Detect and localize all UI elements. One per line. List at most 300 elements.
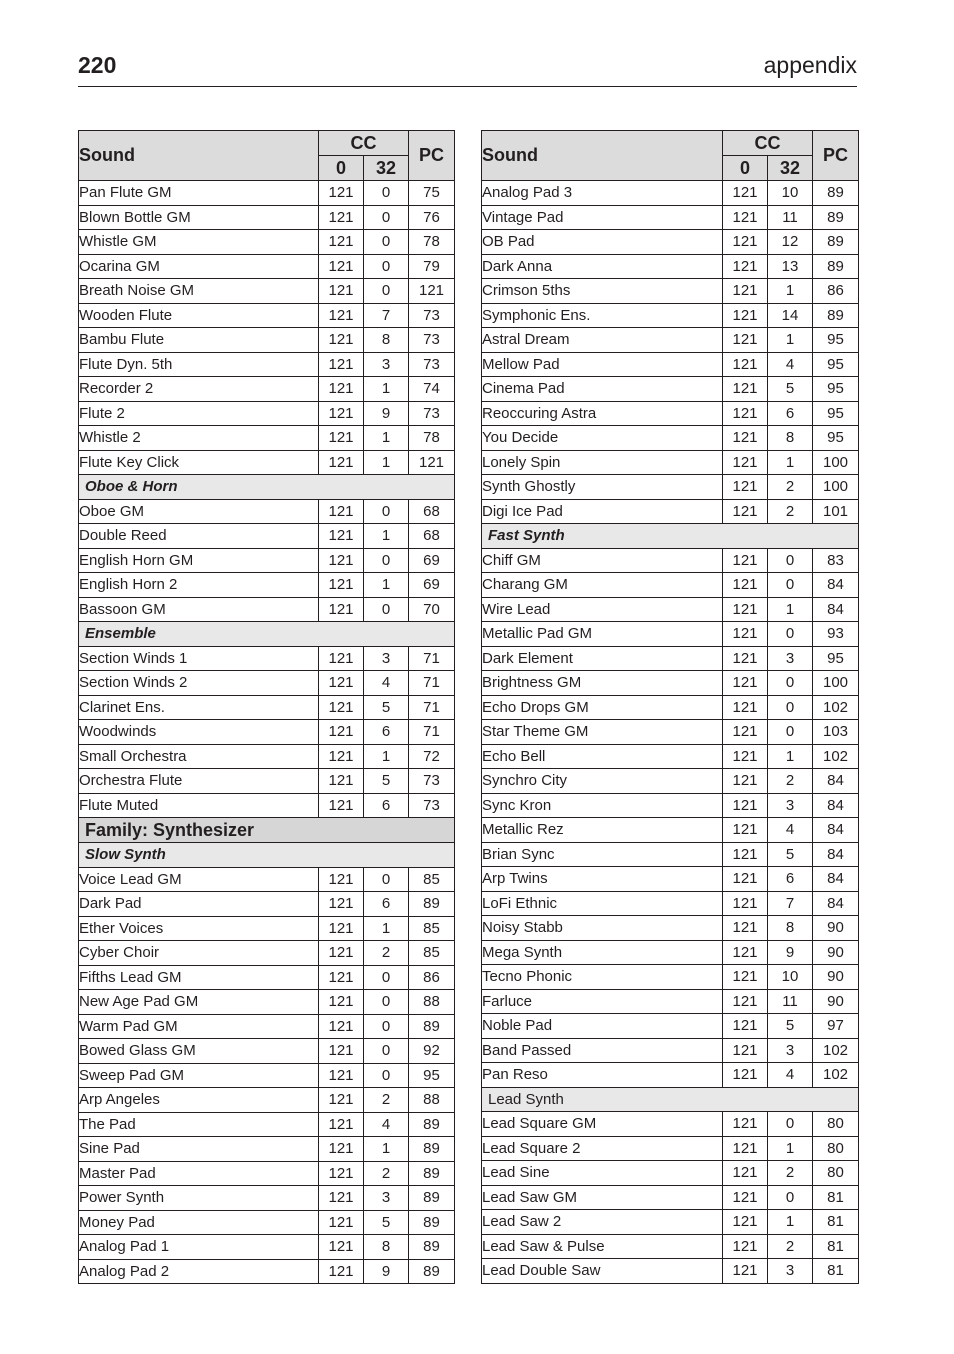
pc-cell: 90 xyxy=(813,989,859,1014)
cc0-cell: 121 xyxy=(723,671,768,696)
table-row xyxy=(79,769,455,794)
table-row xyxy=(482,377,859,402)
pc-cell: 101 xyxy=(813,499,859,524)
sound-name-cell: Flute Muted xyxy=(79,793,319,818)
cc32-cell: 4 xyxy=(768,352,813,377)
table-row xyxy=(482,573,859,598)
sound-name-cell: Synchro City xyxy=(482,769,723,794)
cc0-cell: 121 xyxy=(723,377,768,402)
sound-name-cell: Power Synth xyxy=(79,1186,319,1211)
page-number: 220 xyxy=(78,52,117,78)
table-row xyxy=(79,867,455,892)
cc32-cell: 6 xyxy=(768,867,813,892)
pc-cell: 85 xyxy=(409,916,455,941)
pc-cell: 71 xyxy=(409,671,455,696)
table-row xyxy=(482,328,859,353)
cc32-cell: 0 xyxy=(364,499,409,524)
cc0-cell: 121 xyxy=(723,1161,768,1186)
table-row xyxy=(482,181,859,206)
table-row xyxy=(79,401,455,426)
pc-cell: 81 xyxy=(813,1259,859,1284)
pc-cell: 84 xyxy=(813,867,859,892)
cc0-cell: 121 xyxy=(723,744,768,769)
table-header xyxy=(482,131,859,181)
cc0-cell: 121 xyxy=(723,1234,768,1259)
category-heading-row xyxy=(79,622,455,647)
cc0-cell: 121 xyxy=(319,573,364,598)
cc0-cell: 121 xyxy=(723,989,768,1014)
pc-cell: 89 xyxy=(409,1186,455,1211)
table-row xyxy=(482,597,859,622)
family-heading-row xyxy=(79,818,455,843)
cc32-cell: 11 xyxy=(768,205,813,230)
table-row xyxy=(79,1039,455,1064)
table-row xyxy=(482,769,859,794)
sound-name-cell: Dark Anna xyxy=(482,254,723,279)
cc0-cell: 121 xyxy=(723,695,768,720)
cc32-cell: 0 xyxy=(768,1185,813,1210)
cc32-cell: 3 xyxy=(768,793,813,818)
table-row xyxy=(79,426,455,451)
cc32-cell: 5 xyxy=(768,842,813,867)
category-heading: Ensemble xyxy=(79,622,455,647)
cc32-cell: 0 xyxy=(768,573,813,598)
pc-cell: 89 xyxy=(813,205,859,230)
table-row xyxy=(79,548,455,573)
cc32-cell: 3 xyxy=(364,646,409,671)
pc-cell: 84 xyxy=(813,818,859,843)
table-row xyxy=(482,426,859,451)
sound-name-cell: Section Winds 1 xyxy=(79,646,319,671)
cc0-cell: 121 xyxy=(723,475,768,500)
sound-name-cell: Star Theme GM xyxy=(482,720,723,745)
cc32-cell: 0 xyxy=(364,867,409,892)
cc32-cell: 2 xyxy=(768,475,813,500)
cc0-cell: 121 xyxy=(319,1088,364,1113)
cc32-cell: 5 xyxy=(364,769,409,794)
cc0-cell: 121 xyxy=(723,254,768,279)
sound-name-cell: Voice Lead GM xyxy=(79,867,319,892)
sound-name-cell: Dark Element xyxy=(482,646,723,671)
cc32-cell: 0 xyxy=(768,720,813,745)
table-row xyxy=(79,352,455,377)
cc0-cell: 121 xyxy=(319,450,364,475)
sound-name-cell: Master Pad xyxy=(79,1161,319,1186)
cc32-cell: 4 xyxy=(364,671,409,696)
table-row xyxy=(79,597,455,622)
cc32-cell: 0 xyxy=(768,695,813,720)
cc0-cell: 121 xyxy=(319,965,364,990)
table-row xyxy=(79,793,455,818)
cc0-cell: 121 xyxy=(723,426,768,451)
sound-name-cell: Cinema Pad xyxy=(482,377,723,402)
cc32-cell: 1 xyxy=(364,916,409,941)
sound-name-cell: LoFi Ethnic xyxy=(482,891,723,916)
table-row xyxy=(482,989,859,1014)
sound-name-cell: Symphonic Ens. xyxy=(482,303,723,328)
pc-cell: 102 xyxy=(813,744,859,769)
cc32-cell: 2 xyxy=(768,1161,813,1186)
table-row xyxy=(482,818,859,843)
pc-cell: 68 xyxy=(409,524,455,549)
sound-name-cell: Flute Dyn. 5th xyxy=(79,352,319,377)
column-header-cc32: 32 xyxy=(364,156,409,181)
table-row xyxy=(79,1014,455,1039)
sound-name-cell: Echo Bell xyxy=(482,744,723,769)
table-row xyxy=(79,573,455,598)
table-row xyxy=(482,401,859,426)
pc-cell: 71 xyxy=(409,695,455,720)
pc-cell: 73 xyxy=(409,769,455,794)
sound-name-cell: Noisy Stabb xyxy=(482,916,723,941)
cc0-cell: 121 xyxy=(319,695,364,720)
sound-name-cell: English Horn GM xyxy=(79,548,319,573)
cc0-cell: 121 xyxy=(723,1014,768,1039)
cc32-cell: 2 xyxy=(364,1161,409,1186)
cc32-cell: 0 xyxy=(364,990,409,1015)
table-row xyxy=(79,990,455,1015)
pc-cell: 85 xyxy=(409,867,455,892)
cc32-cell: 1 xyxy=(768,597,813,622)
pc-cell: 72 xyxy=(409,744,455,769)
cc32-cell: 0 xyxy=(364,597,409,622)
cc32-cell: 14 xyxy=(768,303,813,328)
pc-cell: 121 xyxy=(409,450,455,475)
sound-name-cell: Breath Noise GM xyxy=(79,279,319,304)
pc-cell: 71 xyxy=(409,720,455,745)
cc32-cell: 4 xyxy=(768,1063,813,1088)
table-row xyxy=(79,671,455,696)
pc-cell: 84 xyxy=(813,597,859,622)
table-row xyxy=(79,965,455,990)
sound-table-right xyxy=(481,130,859,1284)
cc32-cell: 0 xyxy=(768,671,813,696)
sound-name-cell: Cyber Choir xyxy=(79,941,319,966)
cc0-cell: 121 xyxy=(319,303,364,328)
table-row xyxy=(482,1038,859,1063)
table-row xyxy=(482,499,859,524)
cc0-cell: 121 xyxy=(723,842,768,867)
cc0-cell: 121 xyxy=(319,1259,364,1284)
cc0-cell: 121 xyxy=(723,769,768,794)
cc32-cell: 1 xyxy=(768,1136,813,1161)
cc32-cell: 1 xyxy=(768,744,813,769)
table-row xyxy=(482,695,859,720)
table-row xyxy=(79,450,455,475)
cc0-cell: 121 xyxy=(723,720,768,745)
sound-name-cell: Section Winds 2 xyxy=(79,671,319,696)
pc-cell: 71 xyxy=(409,646,455,671)
cc32-cell: 3 xyxy=(768,646,813,671)
table-row xyxy=(79,941,455,966)
cc32-cell: 0 xyxy=(768,548,813,573)
cc32-cell: 0 xyxy=(364,1039,409,1064)
sound-name-cell: Brian Sync xyxy=(482,842,723,867)
cc0-cell: 121 xyxy=(319,1063,364,1088)
cc32-cell: 1 xyxy=(768,328,813,353)
table-row xyxy=(482,450,859,475)
cc0-cell: 121 xyxy=(723,279,768,304)
sound-name-cell: Echo Drops GM xyxy=(482,695,723,720)
table-row xyxy=(79,1259,455,1284)
sound-name-cell: Crimson 5ths xyxy=(482,279,723,304)
pc-cell: 85 xyxy=(409,941,455,966)
cc32-cell: 2 xyxy=(768,499,813,524)
sound-name-cell: Digi Ice Pad xyxy=(482,499,723,524)
cc32-cell: 0 xyxy=(768,622,813,647)
cc32-cell: 0 xyxy=(364,1014,409,1039)
pc-cell: 81 xyxy=(813,1210,859,1235)
cc32-cell: 1 xyxy=(768,450,813,475)
cc32-cell: 2 xyxy=(364,941,409,966)
column-header-cc: CC xyxy=(723,131,813,156)
pc-cell: 88 xyxy=(409,990,455,1015)
cc32-cell: 11 xyxy=(768,989,813,1014)
sound-name-cell: Clarinet Ens. xyxy=(79,695,319,720)
sound-name-cell: Orchestra Flute xyxy=(79,769,319,794)
cc32-cell: 8 xyxy=(364,1235,409,1260)
sound-name-cell: Brightness GM xyxy=(482,671,723,696)
sound-name-cell: Chiff GM xyxy=(482,548,723,573)
pc-cell: 102 xyxy=(813,1038,859,1063)
sound-name-cell: Arp Angeles xyxy=(79,1088,319,1113)
pc-cell: 88 xyxy=(409,1088,455,1113)
sound-name-cell: Charang GM xyxy=(482,573,723,598)
category-heading-row xyxy=(482,1087,859,1112)
sound-name-cell: Woodwinds xyxy=(79,720,319,745)
table-row xyxy=(79,499,455,524)
cc32-cell: 3 xyxy=(768,1259,813,1284)
sound-name-cell: Lonely Spin xyxy=(482,450,723,475)
sound-name-cell: Lead Saw 2 xyxy=(482,1210,723,1235)
sound-name-cell: The Pad xyxy=(79,1112,319,1137)
cc0-cell: 121 xyxy=(319,990,364,1015)
sound-name-cell: Analog Pad 3 xyxy=(482,181,723,206)
cc32-cell: 6 xyxy=(364,892,409,917)
sound-name-cell: Warm Pad GM xyxy=(79,1014,319,1039)
sound-name-cell: Bassoon GM xyxy=(79,597,319,622)
cc0-cell: 121 xyxy=(723,205,768,230)
cc32-cell: 0 xyxy=(364,279,409,304)
cc0-cell: 121 xyxy=(319,892,364,917)
pc-cell: 73 xyxy=(409,328,455,353)
table-row xyxy=(79,303,455,328)
cc32-cell: 1 xyxy=(364,573,409,598)
table-row xyxy=(482,1259,859,1284)
cc0-cell: 121 xyxy=(319,941,364,966)
table-row xyxy=(79,230,455,255)
table-header xyxy=(79,131,455,181)
pc-cell: 102 xyxy=(813,1063,859,1088)
table-row xyxy=(482,671,859,696)
table-body xyxy=(79,181,455,1284)
pc-cell: 70 xyxy=(409,597,455,622)
cc0-cell: 121 xyxy=(723,1210,768,1235)
page-title: appendix xyxy=(763,52,857,78)
table-row xyxy=(482,279,859,304)
sound-name-cell: New Age Pad GM xyxy=(79,990,319,1015)
cc32-cell: 0 xyxy=(364,205,409,230)
table-row xyxy=(482,622,859,647)
cc32-cell: 1 xyxy=(364,524,409,549)
cc0-cell: 121 xyxy=(723,1063,768,1088)
cc0-cell: 121 xyxy=(723,303,768,328)
cc0-cell: 121 xyxy=(319,744,364,769)
sound-name-cell: Whistle 2 xyxy=(79,426,319,451)
cc0-cell: 121 xyxy=(723,1038,768,1063)
sound-name-cell: Flute 2 xyxy=(79,401,319,426)
cc0-cell: 121 xyxy=(319,499,364,524)
sound-name-cell: Lead Saw GM xyxy=(482,1185,723,1210)
sound-name-cell: Lead Double Saw xyxy=(482,1259,723,1284)
cc0-cell: 121 xyxy=(723,916,768,941)
pc-cell: 89 xyxy=(409,1112,455,1137)
sound-name-cell: Wooden Flute xyxy=(79,303,319,328)
cc0-cell: 121 xyxy=(319,1161,364,1186)
pc-cell: 90 xyxy=(813,916,859,941)
cc32-cell: 6 xyxy=(364,720,409,745)
pc-cell: 75 xyxy=(409,181,455,206)
cc32-cell: 0 xyxy=(364,254,409,279)
table-row xyxy=(79,1063,455,1088)
cc0-cell: 121 xyxy=(723,622,768,647)
cc0-cell: 121 xyxy=(723,1185,768,1210)
pc-cell: 84 xyxy=(813,769,859,794)
table-row xyxy=(482,793,859,818)
cc0-cell: 121 xyxy=(319,205,364,230)
cc0-cell: 121 xyxy=(319,769,364,794)
category-heading: Slow Synth xyxy=(79,843,455,868)
cc32-cell: 1 xyxy=(768,279,813,304)
sound-name-cell: Arp Twins xyxy=(482,867,723,892)
sound-name-cell: Ocarina GM xyxy=(79,254,319,279)
sound-name-cell: Money Pad xyxy=(79,1210,319,1235)
cc32-cell: 6 xyxy=(364,793,409,818)
sound-name-cell: Lead Square 2 xyxy=(482,1136,723,1161)
cc32-cell: 1 xyxy=(364,377,409,402)
pc-cell: 89 xyxy=(813,254,859,279)
pc-cell: 95 xyxy=(813,401,859,426)
sound-name-cell: English Horn 2 xyxy=(79,573,319,598)
cc32-cell: 7 xyxy=(364,303,409,328)
table-row xyxy=(482,548,859,573)
pc-cell: 100 xyxy=(813,671,859,696)
column-header-cc0: 0 xyxy=(319,156,364,181)
table-row xyxy=(79,1112,455,1137)
table-row xyxy=(482,744,859,769)
column-header-cc32: 32 xyxy=(768,156,813,181)
table-row xyxy=(79,1235,455,1260)
table-row xyxy=(482,1161,859,1186)
pc-cell: 83 xyxy=(813,548,859,573)
column-header-pc: PC xyxy=(409,131,455,181)
pc-cell: 81 xyxy=(813,1185,859,1210)
cc32-cell: 0 xyxy=(364,230,409,255)
sound-name-cell: Double Reed xyxy=(79,524,319,549)
pc-cell: 76 xyxy=(409,205,455,230)
sound-name-cell: Flute Key Click xyxy=(79,450,319,475)
sound-name-cell: Farluce xyxy=(482,989,723,1014)
cc0-cell: 121 xyxy=(319,916,364,941)
cc32-cell: 2 xyxy=(364,1088,409,1113)
pc-cell: 90 xyxy=(813,965,859,990)
pc-cell: 89 xyxy=(813,303,859,328)
cc0-cell: 121 xyxy=(319,548,364,573)
sound-name-cell: Lead Sine xyxy=(482,1161,723,1186)
sound-name-cell: Oboe GM xyxy=(79,499,319,524)
category-heading: Fast Synth xyxy=(482,524,859,549)
cc32-cell: 4 xyxy=(364,1112,409,1137)
sound-name-cell: Bowed Glass GM xyxy=(79,1039,319,1064)
cc0-cell: 121 xyxy=(723,867,768,892)
table-row xyxy=(79,720,455,745)
pc-cell: 95 xyxy=(813,426,859,451)
table-row xyxy=(79,279,455,304)
cc0-cell: 121 xyxy=(319,1039,364,1064)
category-heading-row xyxy=(482,524,859,549)
pc-cell: 95 xyxy=(813,377,859,402)
pc-cell: 79 xyxy=(409,254,455,279)
cc0-cell: 121 xyxy=(723,352,768,377)
cc0-cell: 121 xyxy=(319,1112,364,1137)
cc0-cell: 121 xyxy=(319,1235,364,1260)
family-heading: Family: Synthesizer xyxy=(79,818,455,843)
sound-name-cell: Tecno Phonic xyxy=(482,965,723,990)
sound-name-cell: Mega Synth xyxy=(482,940,723,965)
pc-cell: 78 xyxy=(409,230,455,255)
table-row xyxy=(482,1112,859,1137)
sound-name-cell: Band Passed xyxy=(482,1038,723,1063)
table-row xyxy=(79,1186,455,1211)
pc-cell: 86 xyxy=(813,279,859,304)
pc-cell: 84 xyxy=(813,891,859,916)
pc-cell: 80 xyxy=(813,1161,859,1186)
pc-cell: 95 xyxy=(409,1063,455,1088)
pc-cell: 89 xyxy=(813,230,859,255)
table-body xyxy=(482,181,859,1284)
table-row xyxy=(79,1137,455,1162)
pc-cell: 89 xyxy=(409,892,455,917)
table-row xyxy=(482,1136,859,1161)
pc-cell: 103 xyxy=(813,720,859,745)
table-row xyxy=(482,303,859,328)
sound-name-cell: Mellow Pad xyxy=(482,352,723,377)
category-heading-row xyxy=(79,843,455,868)
table-row xyxy=(482,1063,859,1088)
pc-cell: 74 xyxy=(409,377,455,402)
table-row xyxy=(482,891,859,916)
pc-cell: 92 xyxy=(409,1039,455,1064)
pc-cell: 97 xyxy=(813,1014,859,1039)
cc0-cell: 121 xyxy=(319,254,364,279)
sound-name-cell: Metallic Rez xyxy=(482,818,723,843)
pc-cell: 95 xyxy=(813,646,859,671)
table-row xyxy=(79,892,455,917)
cc0-cell: 121 xyxy=(723,573,768,598)
cc0-cell: 121 xyxy=(319,1014,364,1039)
table-row xyxy=(482,475,859,500)
cc32-cell: 1 xyxy=(768,1210,813,1235)
cc0-cell: 121 xyxy=(319,1210,364,1235)
cc0-cell: 121 xyxy=(723,1136,768,1161)
cc0-cell: 121 xyxy=(319,793,364,818)
cc0-cell: 121 xyxy=(723,818,768,843)
table-row xyxy=(482,230,859,255)
cc0-cell: 121 xyxy=(723,401,768,426)
cc0-cell: 121 xyxy=(723,940,768,965)
pc-cell: 89 xyxy=(409,1210,455,1235)
cc0-cell: 121 xyxy=(723,450,768,475)
